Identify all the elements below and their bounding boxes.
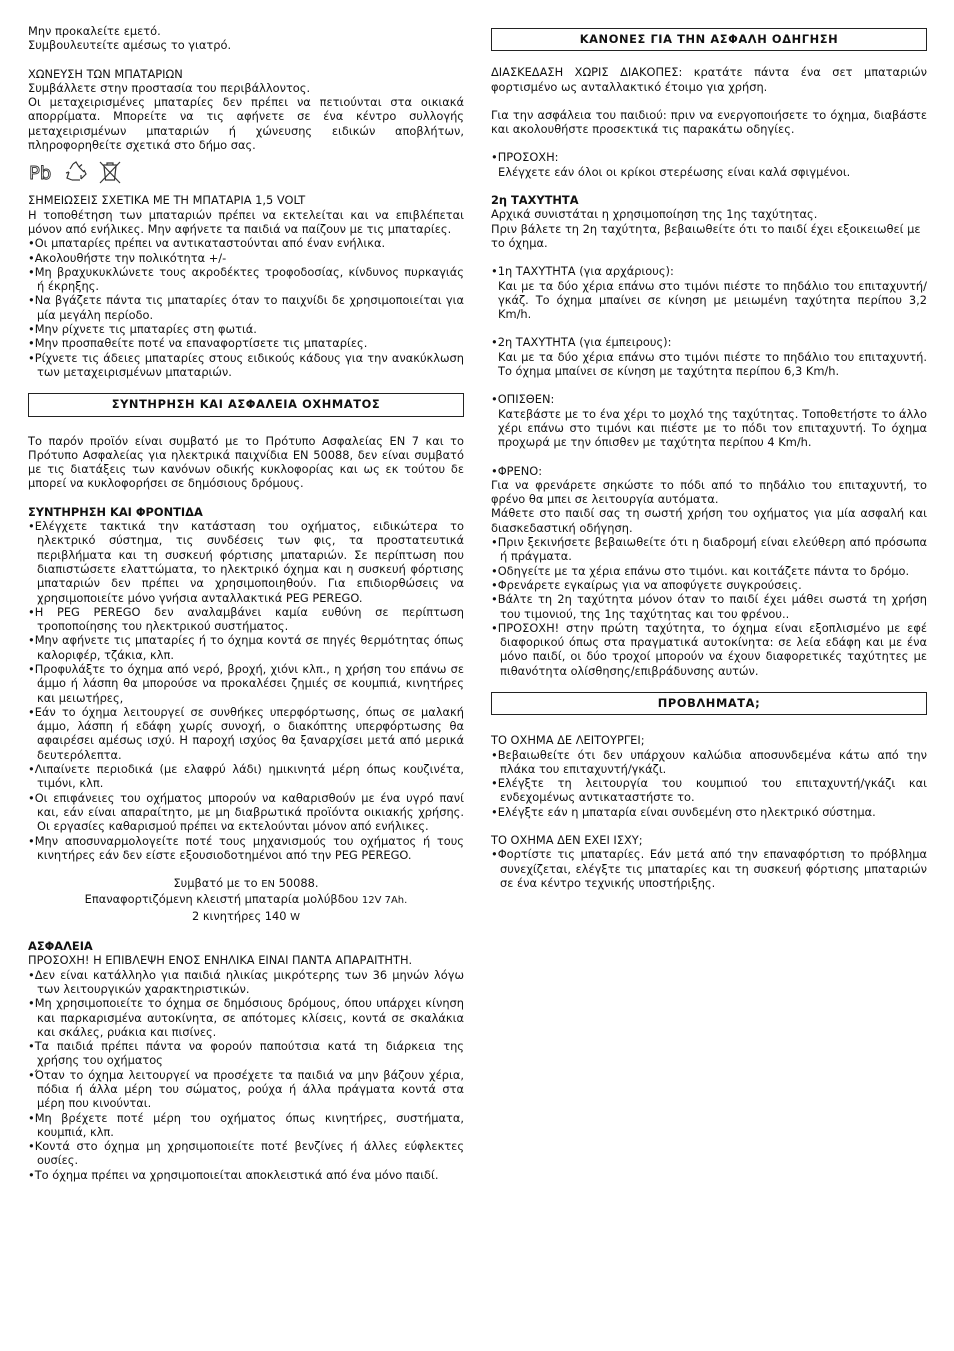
battery-note-item: •Οι μπαταρίες πρέπει να αντικαταστούνται από έναν ενήλικα.: [28, 236, 386, 251]
gear2-text: Και με τα δύο χέρια επάνω στο τιμόνι πιέστε το πηδάλιο του επιταχυντή. Το όχημα μπαίνει σε κίνηση με ταχύτητα περίπου 6,3 Km/h.: [498, 349, 927, 379]
care-item: •Μην αφήνετε τις μπαταρίες ή το όχημα κοντά σε πηγές θερμότητας όπως καλοριφέρ, τζάκια, κλπ.: [28, 633, 464, 662]
safety-item: •Δεν είναι κατάλληλο για παιδιά ηλικίας μικρότερης των 36 μηνών λόγω των λειτουργικών χαρακτηριστικών.: [28, 967, 464, 996]
battery-note-item: •Μη βραχυκυκλώνετε τους ακροδέκτες τροφοδοσίας, κίνδυνος πυρκαγιάς ή έκρηξης.: [28, 264, 464, 294]
reverse-label: •ΟΠΙΣΘΕΝ:: [491, 392, 555, 407]
brake-item: •ΠΡΟΣΟΧΗ! στην πρώτη ταχύτητα, το όχημα είναι εξοπλισμένο με εφέ διαφορικού όπως στα πραγματικά αυτοκίνητα: σε λεία εδάφη και με ένα μόνο παιδί, οι δύο τροχοί μπορούν να έχουν διαφορετικές ταχύτητες με πιθανότητα ολίσθησης/επιβράδυνσης αυτών.: [491, 620, 927, 678]
spec-battery: Επαναφορτιζόμενη κλειστή μπαταρία μολύβδου 12V 7Ah.: [84, 892, 408, 907]
care-item: •Εάν το όχημα λειτουργεί σε συνθήκες υπερφόρτωσης, όπως σε μαλακή άμμο, λάσπη ή εδάφη χωρίς συνοχή, ο διακόπτης υπερφόρτωσης θα αφαιρέσει αμέσως ισχύ. Η παροχή ισχύος θα ξαναρχίσει μετά από μερικά δευτερόλεπτα.: [28, 704, 464, 762]
right-column: [491, 28, 927, 890]
caution-label: •ΠΡΟΣΟΧΗ:: [491, 150, 559, 165]
safety-item: •Μη βρέχετε ποτέ μέρη του οχήματος όπως κινητήρες, συστήματα, κουμπιά, κλπ.: [28, 1110, 464, 1139]
battery-note-item: •Να βγάζετε πάντα τις μπαταρίες όταν το παιχνίδι δε χρησιμοποιείται για μία μεγάλη περίοδο.: [28, 293, 464, 322]
safety-item: •Το όχημα πρέπει να χρησιμοποιείται αποκλειστικά από ένα μόνο παιδί.: [28, 1167, 439, 1182]
recycle-icon: [64, 160, 88, 184]
not-working-item: •Ελέγξτε εάν η μπαταρία είναι συνδεμένη στο ηλεκτρικό σύστημα.: [491, 804, 876, 819]
care-item: •Λιπαίνετε περιοδικά (με ελαφρύ λάδι) ημικινητά μέρη όπως κουζινέτα, τιμόνι, κλπ.: [28, 762, 464, 791]
battery-note-item: •Ρίχνετε τις άδειες μπαταρίες στους ειδικούς κάδους για την ανακύκλωση των μεταχειρισμένων μπαταριών.: [28, 350, 464, 379]
safety-heading: ΑΣΦΑΛΕΙΑ: [28, 939, 93, 954]
problems-header: ΠΡΟΒΛΗΜΑΤΑ;: [491, 692, 927, 715]
caution-text: Ελέγχετε εάν όλοι οι κρίκοι στερέωσης είναι καλά σφιγμένοι.: [498, 164, 851, 179]
brake-label: •ΦΡΕΝΟ:: [491, 463, 543, 478]
fun-text: ΔΙΑΣΚΕΔΑΣΗ ΧΩΡΙΣ ΔΙΑΚΟΠΕΣ: κρατάτε πάντα ένα σετ μπαταριών φορτισμένο ως ανταλλακτικό έτοιμο για χρήση.: [491, 65, 927, 94]
speed2-text-1: Αρχικά συνιστάται η χρησιμοποίηση της 1ης ταχύτητας.: [491, 207, 818, 222]
disposal-heading: ΧΩΝΕΥΣΗ ΤΩΝ ΜΠΑΤΑΡΙΩΝ: [28, 66, 183, 81]
disposal-icons: [28, 158, 464, 186]
brake-item: •Οδηγείτε με τα χέρια επάνω στο τιμόνι. και κοιτάζετε πάντα το δρόμο.: [491, 563, 910, 578]
intro-line-1: Μην προκαλείτε εμετό.: [28, 24, 161, 38]
brake-item: •Φρενάρετε εγκαίρως για να αποφύγετε συγκρούσεις.: [491, 577, 802, 592]
battery-note-item: •Μην προσπαθείτε ποτέ να επαναφορτίσετε τις μπαταρίες.: [28, 336, 368, 351]
left-column: [28, 24, 464, 1182]
disposal-line: Συμβάλλετε στην προστασία του περιβάλλοντος.: [28, 80, 311, 95]
speed2-heading: 2η ΤΑΧΥΤΗΤΑ: [491, 193, 579, 208]
gear2-label: •2η ΤΑΧΥΤΗΤΑ (για έμπειρους):: [491, 335, 672, 350]
care-item: •Η PEG PEREGO δεν αναλαμβάνει καμία ευθύνη σε περίπτωση τροποποίησης του ηλεκτρικού συστήματος.: [28, 604, 464, 634]
battery-note-item: •Ακολουθήστε την πολικότητα +/-: [28, 250, 227, 265]
brake-text-2: Μάθετε στο παιδί σας τη σωστή χρήση του οχήματος για μία ασφαλή και διασκεδαστική οδήγηση.: [491, 506, 927, 535]
safe-driving-header: ΚΑΝΟΝΕΣ ΓΙΑ ΤΗΝ ΑΣΦΑΛΗ ΟΔΗΓΗΣΗ: [491, 28, 927, 51]
not-working-item: •Βεβαιωθείτε ότι δεν υπάρχουν καλώδια αποσυνδεμένα κάτω από την πλάκα του επιταχυντή/γκάζι.: [491, 747, 927, 776]
svg-text:Pb: Pb: [29, 163, 52, 185]
safety-item: •Κοντά στο όχημα μη χρησιμοποιείτε ποτέ βενζίνες ή άλλες εύφλεκτες ουσίες.: [28, 1139, 464, 1168]
child-safety-text: Για την ασφάλεια του παιδιού: πριν να ενεργοποιήσετε το όχημα, διαβάστε και ακολουθήστε προσεκτικά τις παρακάτω οδηγίες.: [491, 107, 927, 137]
crossed-bin-icon: [98, 159, 122, 185]
battery-notes-heading: ΣΗΜΕΙΩΣΕΙΣ ΣΧΕΤΙΚΑ ΜΕ ΤΗ ΜΠΑΤΑΡΙΑ 1,5 VOLT: [28, 193, 306, 208]
spec-compliance: Συμβατό με το EN 50088.: [173, 876, 319, 891]
safety-item: •Μη χρησιμοποιείτε το όχημα σε δημόσιους δρόμους, όπου υπάρχει κίνηση και παρκαρισμένα αυτοκίνητα, σε απότομες κλίσεις, κοντά σε σκαλάκια και σκάλες, ρυάκια και πισίνες.: [28, 996, 464, 1039]
maintenance-safety-header: ΣΥΝΤΗΡΗΣΗ ΚΑΙ ΑΣΦΑΛΕΙΑ ΟΧΗΜΑΤΟΣ: [28, 393, 464, 416]
compliance-text: Το παρόν προϊόν είναι συμβατό με το Πρότυπο Ασφαλείας EN 7 και το Πρότυπο Ασφαλείας για ηλεκτρικά παιχνίδια EN 50088, δεν είναι συμβατό με τις διατάξεις των κανόνων οδικής κυκλοφορίας και ως εκ τούτου δε μπορεί να κυκλοφορήσει σε δημόσιους δρόμους.: [28, 433, 464, 491]
battery-notes-text: Η τοποθέτηση των μπαταριών πρέπει να εκτελείται και να επιβλέπεται μόνον από ενήλικες. Μην αφήνετε τα παιδιά να παίζουν με τις μπαταρίες.: [28, 207, 464, 236]
care-item: •Ελέγχετε τακτικά την κατάσταση του οχήματος, ειδικώτερα το ηλεκτρικό σύστημα, τις συνδέσεις των φις, τα προστατευτικά περιβλήματα και τη συσκευή φόρτισης μπαταριών. Σε περίπτωση που διαπιστώσετε ελαττώματα, το ηλεκτρικό όχημα και η συσκευή φόρτισης μπαταριών δεν πρέπει να χρησιμοποιηθούν. Για επιδιορθώσεις να χρησιμοποιείτε μόνο γνήσια ανταλλακτικά PEG PEREGO.: [28, 519, 464, 605]
gear1-text: Και με τα δύο χέρια επάνω στο τιμόνι πιέστε το πηδάλιο του επιταχυντή/γκάζ. Το όχημα μπαίνει σε κίνηση με μειωμένη ταχύτητα περίπου 3,2 Km/h.: [498, 278, 927, 322]
care-heading: ΣΥΝΤΗΡΗΣΗ ΚΑΙ ΦΡΟΝΤΙΔΑ: [28, 504, 203, 519]
intro-line-2: Συμβουλευτείτε αμέσως το γιατρό.: [28, 38, 232, 53]
disposal-text: Οι μεταχειρισμένες μπαταρίες δεν πρέπει να πετιούνται στα οικιακά απορρίματα. Μπορείτε να τις αφήνετε σε ένα κέντρο συλλογής μεταχειρισμένων μπαταριών ή χώνευσης ειδικών αποβλήτων, πληροφορηθείτε σχετικά στο δήμο σας.: [28, 95, 464, 153]
brake-text-1: Για να φρενάρετε σηκώστε το πόδι από το πηδάλιο του επιταχυντή, το φρένο θα μπει σε λειτουργία αυτόματα.: [491, 477, 927, 507]
battery-note-item: •Μην ρίχνετε τις μπαταρίες στη φωτιά.: [28, 322, 257, 337]
not-working-heading: ΤΟ ΟΧΗΜΑ ΔΕ ΛΕΙΤΟΥΡΓΕΙ;: [491, 733, 645, 748]
not-working-item: •Ελέγξτε τη λειτουργία του κουμπιού του επιταχυντή/γκάζι και ενδεχομένως αντικαταστήστε το.: [491, 776, 927, 805]
no-power-item: •Φορτίστε τις μπαταρίες. Εάν μετά από την επαναφόρτιση το πρόβλημα συνεχίζεται, ελέγξτε τις μπαταρίες και τη συσκευή φόρτισης μπαταριών σε ένα κέντρο τεχνικής υποστήριξης.: [491, 847, 927, 890]
safety-item: •Τα παιδιά πρέπει πάντα να φορούν παπούτσια κατά τη διάρκεια της χρήσης του οχήματος: [28, 1039, 464, 1068]
care-item: •Προφυλάξτε το όχημα από νερό, βροχή, χιόνι κλπ., η χρήση του επάνω σε άμμο ή λάσπη θα μπορούσε να προκαλέσει ζημιές σε κουμπιά, κινητήρες και μειωτήρες,: [28, 661, 464, 705]
safety-warning: ΠΡΟΣΟΧΗ! Η ΕΠΙΒΛΕΨΗ ΕΝΟΣ ΕΝΗΛΙΚΑ ΕΙΝΑΙ ΠΑΝΤΑ ΑΠΑΡΑΙΤΗΤΗ.: [28, 953, 413, 968]
no-power-heading: ΤΟ ΟΧΗΜΑ ΔΕΝ ΕΧΕΙ ΙΣΧΥ;: [491, 833, 643, 848]
care-item: •Μην αποσυναρμολογείτε ποτέ τους μηχανισμούς του οχήματος ή τους κινητήρες εάν δεν είστε εξουσιοδοτημένοι από την PEG PEREGO.: [28, 833, 464, 862]
safety-item: •Όταν το όχημα λειτουργεί να προσέχετε τα παιδιά να μην βάζουν χέρια, πόδια ή άλλα μέρη του σώματος, ρούχα ή άλλα πράγματα κοντά στα μέρη που κινούνται.: [28, 1067, 464, 1111]
care-item: •Οι επιφάνειες του οχήματος μπορούν να καθαρισθούν με ένα υγρό πανί και, εάν είναι απαραίτητο, με μη διαβρωτικά προϊόντα οικιακής χρήσης. Οι εργασίες καθαρισμού πρέπει να εκτελούνται μόνον από ενήλικες.: [28, 790, 464, 834]
brake-item: •Βάλτε τη 2η ταχύτητα μόνον όταν το παιδί έχει μάθει σωστά τη χρήση του τιμονιού, της 1ης ταχύτητας και του φρένου..: [491, 592, 927, 621]
reverse-text: Κατεβάστε με το ένα χέρι το μοχλό της ταχύτητας. Τοποθετήστε το άλλο χέρι επάνω στο τιμόνι και πιέστε με το πόδι τον επιταχυντή. Το όχημα προχωρά με την όπισθεν με ταχύτητα περίπου 4 Km/h.: [498, 406, 927, 450]
pb-icon: [28, 160, 54, 184]
spec-motors: 2 κινητήρες 140 W: [191, 908, 301, 923]
brake-item: •Πριν ξεκινήσετε βεβαιωθείτε ότι η διαδρομή είναι ελεύθερη από πρόσωπα ή πράγματα.: [491, 535, 927, 564]
speed2-text-2: Πριν βάλετε τη 2η ταχύτητα, βεβαιωθείτε ότι το παιδί έχει εξοικειωθεί με το όχημα.: [491, 221, 921, 250]
gear1-label: •1η ΤΑΧΥΤΗΤΑ (για αρχάριους):: [491, 264, 674, 279]
